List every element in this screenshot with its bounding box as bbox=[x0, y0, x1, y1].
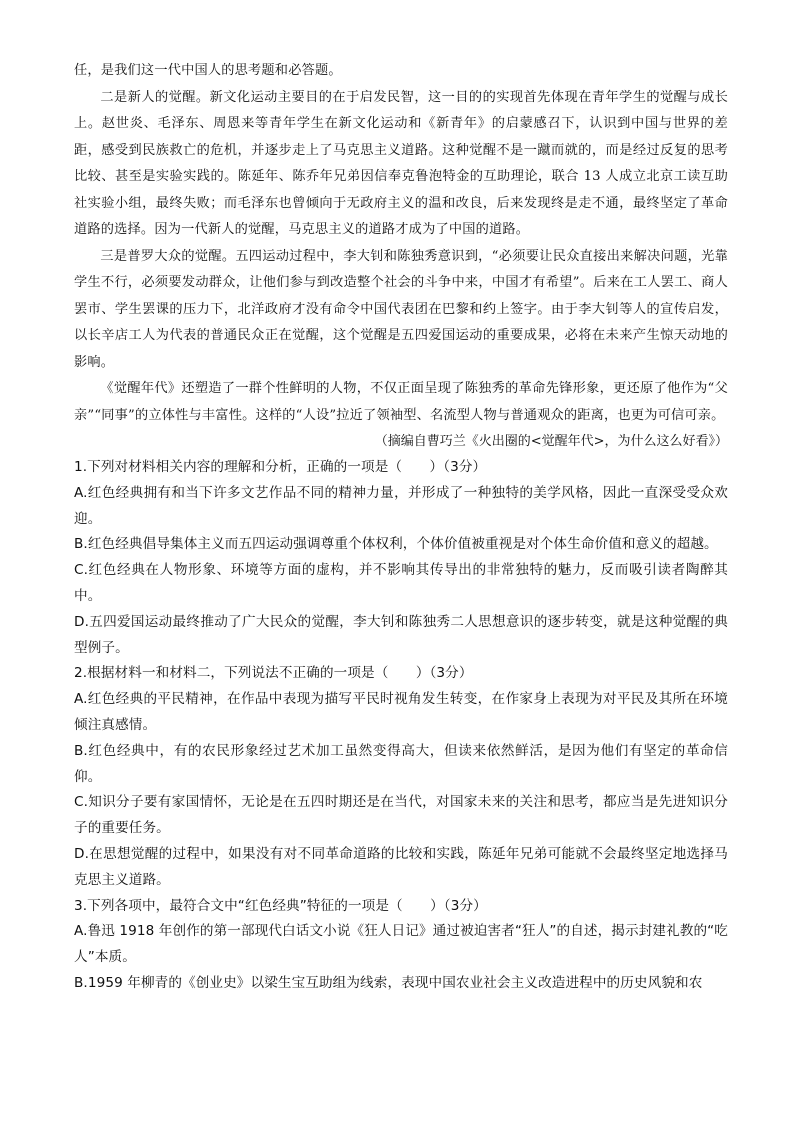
question-stem: 1.下列对材料相关内容的理解和分析，正确的一项是（ ）（3分） bbox=[74, 459, 487, 475]
question-stem: 2.根据材料一和材料二，下列说法不正确的一项是（ ）（3分） bbox=[74, 665, 473, 682]
option-b: B.红色经典中，有的农民形象经过艺术加工虽然变得高大，但读来依然鲜活，是因为他们有坚定的革命信仰。 bbox=[74, 742, 728, 785]
option-a: A.鲁迅 1918 年创作的第一部现代白话文小说《狂人日记》通过被迫害者“狂人”的自述，揭示封建礼教的“吃人”本质。 bbox=[74, 923, 728, 966]
option-c: C.知识分子要有家国情怀，无论是在五四时期还是在当代，对国家未来的关注和思考，都应当是先进知识分子的重要任务。 bbox=[74, 794, 728, 837]
question-2 bbox=[74, 661, 728, 893]
option-a: A.红色经典拥有和当下许多文艺作品不同的精神力量，并形成了一种独特的美学风格，因此一直深受受众欢迎。 bbox=[74, 484, 728, 527]
option-b: B.红色经典倡导集体主义而五四运动强调尊重个体权利，个体价值被重视是对个体生命价值和意义的超越。 bbox=[74, 536, 718, 553]
material-paragraph: 二是新人的觉醒。新文化运动主要目的在于启发民智，这一目的的实现首先体现在青年学生的觉醒与成长上。赵世炎、毛泽东、周恩来等青年学生在新文化运动和《新青年》的启蒙感召下，认识到中国与世界的差距，感受到民族救亡的危机，并逐步走上了马克思主义道路。这种觉醒不是一蹴而就的，而是经过反复的思考比较、甚至是实验实践的。陈延年、陈乔年兄弟因信奉克鲁泡特金的互助理论，联合 13 人成立北京工读互助社实验小组，最终失败；而毛泽东也曾倾向于无政府主义的温和改良，后来发现终是走不通，最终坚定了革命道路的选择。因为一代新人的觉醒，马克思主义的道路才成为了中国的道路。 bbox=[74, 89, 728, 237]
material-paragraph: 《觉醒年代》还塑造了一群个性鲜明的人物，不仅正面呈现了陈独秀的革命先锋形象，更还原了他作为“父亲”“同事”的立体性与丰富性。这样的“人设”拉近了领袖型、名流型人物与普通观众的距离，也更为可信可亲。 bbox=[74, 381, 728, 423]
option-d: D.五四爱国运动最终推动了广大民众的觉醒，李大钊和陈独秀二人思想意识的逐步转变，就是这种觉醒的典型例子。 bbox=[74, 613, 728, 656]
option-b: B.1959 年柳青的《创业史》以梁生宝互助组为线索，表现中国农业社会主义改造进程中的历史风貌和农 bbox=[74, 974, 703, 991]
material-paragraph: 任，是我们这一代中国人的思考题和必答题。 bbox=[74, 63, 342, 78]
option-c: C.红色经典在人物形象、环境等方面的虚构，并不影响其传导出的非常独特的魅力，反而吸引读者陶醉其中。 bbox=[74, 562, 728, 604]
source-citation: （摘编自曹巧兰《火出圈的<觉醒年代>，为什么这么好看》） bbox=[374, 434, 728, 449]
question-3 bbox=[74, 894, 728, 997]
option-a: A.红色经典的平民精神，在作品中表现为描写平民时视角发生转变，在作家身上表现为对平民及其所在环境倾注真感情。 bbox=[74, 691, 728, 733]
option-d: D.在思想觉醒的过程中，如果没有对不同革命道路的比较和实践，陈延年兄弟可能就不会最终坚定地选择马克思主义道路。 bbox=[74, 845, 728, 888]
material-paragraph: 三是普罗大众的觉醒。五四运动过程中，李大钊和陈独秀意识到，“必须要让民众直接出来解决问题，光靠学生不行，必须要发动群众，让他们参与到改造整个社会的斗争中来，中国才有希望”。后来在工人罢工、商人罢市、学生罢课的压力下，北洋政府才没有命令中国代表团在巴黎和约上签字。由于李大钊等人的宣传启发，以长辛店工人为代表的普通民众正在觉醒，这个觉醒是五四爱国运动的重要成果，必将在未来产生惊天动地的影响。 bbox=[74, 248, 728, 370]
question-stem: 3.下列各项中，最符合文中“红色经典”特征的一项是（ ）（3分） bbox=[74, 897, 487, 914]
question-1 bbox=[74, 455, 728, 661]
